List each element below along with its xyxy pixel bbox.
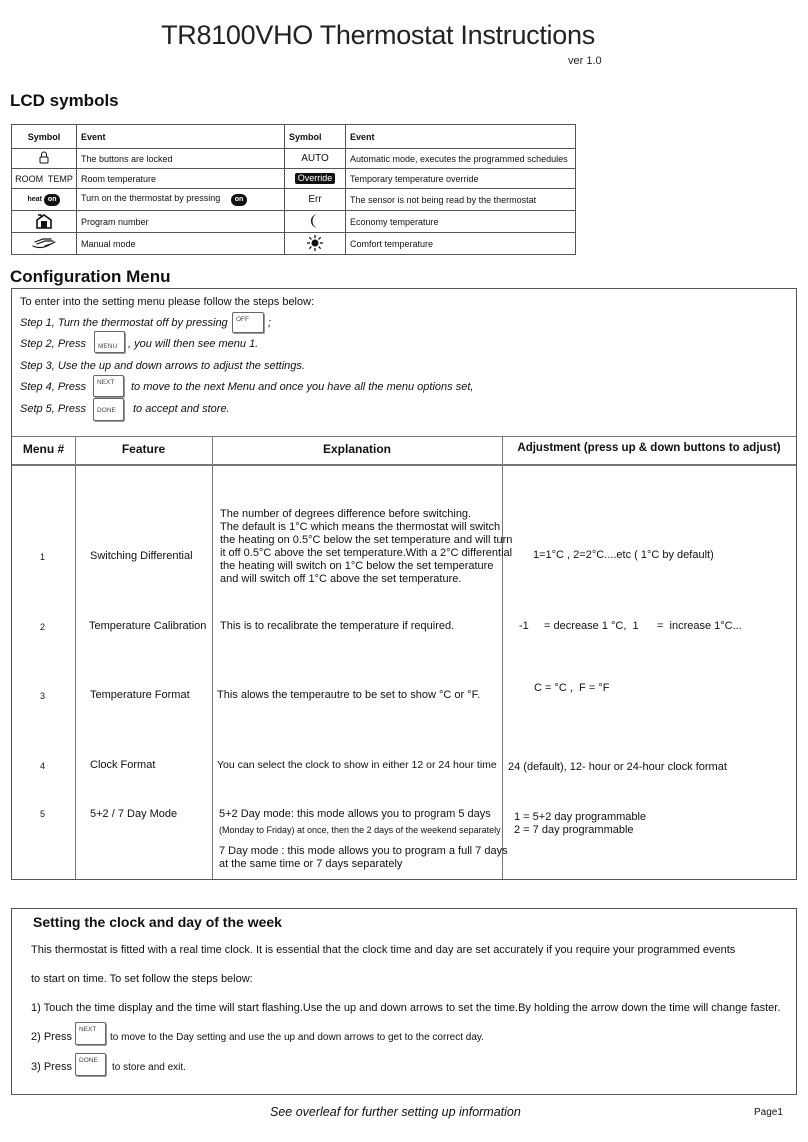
step-after: , you will then see menu 1.: [128, 338, 259, 350]
menu-row-number: 5: [40, 809, 46, 819]
page-number: Page1: [754, 1107, 783, 1118]
lcd-row: [12, 233, 576, 255]
heat-label: heat: [27, 196, 42, 204]
menu-row-explanation: [219, 845, 508, 871]
next-key-icon: NEXT: [75, 1022, 106, 1045]
table-col-divider: [75, 436, 76, 879]
menu-row-feature: Switching Differential: [90, 550, 193, 562]
header-explanation: Explanation: [322, 442, 391, 456]
menu-row-adjustment: [514, 811, 646, 837]
menu-row-number: 3: [40, 691, 46, 701]
lcd-event-cell: Economy temperature: [346, 211, 576, 233]
lcd-row: [12, 149, 576, 169]
lcd-symbol-room-temp: ROOM TEMP: [12, 169, 77, 189]
lcd-row: [12, 169, 576, 189]
menu-row-adjustment: 1=1°C , 2=2°C....etc ( 1°C by default): [533, 549, 714, 561]
lcd-symbol-cell: [12, 211, 77, 233]
menu-key-icon: MENU: [94, 331, 125, 353]
clock-step-2-text: to move to the Day setting and use the up and down arrows to get to the correct day.: [110, 1032, 484, 1043]
lcd-row: [12, 189, 576, 211]
document-title: TR8100VHO Thermostat Instructions: [161, 20, 595, 50]
config-step-2: [20, 338, 86, 350]
done-key-icon: DONE: [93, 398, 124, 421]
lcd-event-cell: Automatic mode, executes the programmed schedules: [346, 149, 576, 169]
on-button-icon: on: [44, 194, 61, 206]
menu-row-adjustment: -1 = decrease 1 °C, 1 = increase 1°C...: [519, 620, 742, 632]
lcd-symbol-heat-on: [12, 189, 77, 211]
explanation-line: The number of degrees difference before switching.: [220, 508, 472, 520]
clock-step-2-prefix: 2) Press: [31, 1031, 72, 1043]
menu-row-feature: Clock Format: [90, 759, 156, 771]
menu-row-feature: Temperature Calibration: [89, 620, 207, 632]
configuration-menu-heading: Configuration Menu: [10, 267, 171, 286]
step-text: Setp 5, Press: [20, 403, 87, 415]
step-after: to move to the next Menu and once you have all the menu options set,: [131, 381, 474, 393]
off-key-icon: OFF: [232, 312, 264, 333]
lcd-symbol-cell: [12, 233, 77, 255]
step-text: Step 4, Press: [20, 381, 87, 393]
document-version: ver 1.0: [568, 55, 602, 67]
step-after: ;: [268, 317, 272, 329]
lcd-symbol-cell: [285, 233, 346, 255]
menu-row-adjustment: 24 (default), 12- hour or 24-hour clock format: [508, 761, 727, 773]
lcd-symbol-err: Err: [285, 189, 346, 211]
lcd-event-cell: Program number: [77, 211, 285, 233]
program-number-icon: [35, 213, 53, 229]
lcd-header-symbol: Symbol: [12, 125, 77, 149]
lcd-event-text: Turn on the thermostat by pressing: [81, 193, 221, 203]
adjustment-line: 1 = 5+2 day programmable: [514, 811, 647, 823]
config-step-4: [20, 381, 86, 393]
lcd-symbols-heading: LCD symbols: [10, 91, 119, 110]
lcd-header-event-2: Event: [346, 125, 576, 149]
explanation-line: 7 Day mode : this mode allows you to program a full 7 days: [219, 845, 508, 857]
override-badge: Override: [295, 173, 336, 184]
lcd-event-cell: Temporary temperature override: [346, 169, 576, 189]
menu-row-explanation: This alows the temperautre to be set to show °C or °F.: [217, 689, 481, 701]
menu-row-explanation: 5+2 Day mode: this mode allows you to program 5 days: [219, 808, 491, 820]
lcd-header-event: Event: [77, 125, 285, 149]
config-step-3: Step 3, Use the up and down arrows to adjust the settings.: [20, 360, 305, 372]
menu-row-adjustment: C = °C , F = °F: [534, 682, 610, 694]
lcd-event-cell: [77, 189, 285, 211]
lcd-event-cell: Room temperature: [77, 169, 285, 189]
clock-step-3-text: to store and exit.: [112, 1062, 186, 1073]
footer-note: See overleaf for further setting up information: [270, 1105, 521, 1119]
clock-step-3-prefix: 3) Press: [31, 1061, 72, 1073]
clock-paragraph-1: This thermostat is fitted with a real time clock. It is essential that the clock time and day are set accurately if you require your programmed events: [31, 944, 736, 956]
config-step-1: [20, 317, 228, 329]
explanation-line: The default is 1°C which means the thermostat will switch: [220, 521, 501, 533]
menu-row-number: 4: [40, 761, 46, 771]
clock-paragraph-2: to start on time. To set follow the steps below:: [31, 973, 253, 985]
menu-row-number: 1: [40, 552, 46, 562]
header-menu-number: Menu #: [22, 442, 65, 456]
step-text: Step 1, Turn the thermostat off by pressing: [20, 317, 228, 329]
lcd-symbol-cell: [285, 211, 346, 233]
header-adjustment: Adjustment (press up & down buttons to adjust): [517, 442, 781, 454]
explanation-line: the heating will switch on 1°C below the set temperature: [220, 560, 494, 572]
lcd-symbol-auto: AUTO: [285, 149, 346, 169]
table-header-border: [12, 464, 796, 466]
table-top-border: [12, 436, 796, 437]
lcd-event-cell: Comfort temperature: [346, 233, 576, 255]
config-step-5: [20, 403, 86, 415]
lcd-header-symbol-2: Symbol: [285, 125, 346, 149]
step-text: Step 2, Press: [20, 338, 87, 350]
adjustment-line: 2 = 7 day programmable: [514, 824, 634, 836]
hand-icon: [31, 236, 57, 250]
clock-step-1: 1) Touch the time display and the time will start flashing.Use the up and down arrows to set the time.By holding the arrow down the time will change faster.: [31, 1002, 781, 1014]
menu-row-feature: Temperature Format: [90, 689, 190, 701]
menu-row-explanation: This is to recalibrate the temperature if required.: [220, 620, 455, 632]
explanation-line: the heating on 0.5°C below the set temperature and will turn: [220, 534, 513, 546]
explanation-line: and will switch off 1°C above the set temperature.: [220, 573, 462, 585]
lcd-event-cell: The buttons are locked: [77, 149, 285, 169]
clock-setting-heading: Setting the clock and day of the week: [33, 914, 282, 930]
lcd-row: [12, 211, 576, 233]
step-after: to accept and store.: [133, 403, 230, 415]
lcd-event-cell: The sensor is not being read by the thermostat: [346, 189, 576, 211]
menu-row-explanation: [220, 508, 512, 586]
config-intro: To enter into the setting menu please follow the steps below:: [20, 296, 315, 308]
done-key-icon: DONE: [75, 1053, 106, 1076]
menu-row-explanation: You can select the clock to show in either 12 or 24 hour time: [217, 759, 497, 771]
header-feature: Feature: [121, 442, 166, 456]
explanation-line: at the same time or 7 days separately: [219, 858, 403, 870]
explanation-line: it off 0.5°C above the set temperature.With a 2°C differential: [220, 547, 513, 559]
sun-icon: [307, 235, 323, 251]
lcd-event-cell: Manual mode: [77, 233, 285, 255]
lcd-table-header: [12, 125, 576, 149]
next-key-icon: NEXT: [93, 375, 124, 397]
lcd-symbols-table: [11, 124, 576, 255]
lcd-symbol-override: [285, 169, 346, 189]
lock-icon: [39, 151, 49, 164]
moon-icon: [308, 213, 322, 229]
on-button-icon: on: [231, 194, 248, 206]
menu-row-feature: 5+2 / 7 Day Mode: [90, 808, 178, 820]
table-col-divider: [212, 436, 213, 879]
table-col-divider: [502, 436, 503, 879]
lcd-symbol-cell: [12, 149, 77, 169]
menu-row-explanation: (Monday to Friday) at once, then the 2 days of the weekend separately: [219, 825, 501, 835]
menu-row-number: 2: [40, 622, 46, 632]
